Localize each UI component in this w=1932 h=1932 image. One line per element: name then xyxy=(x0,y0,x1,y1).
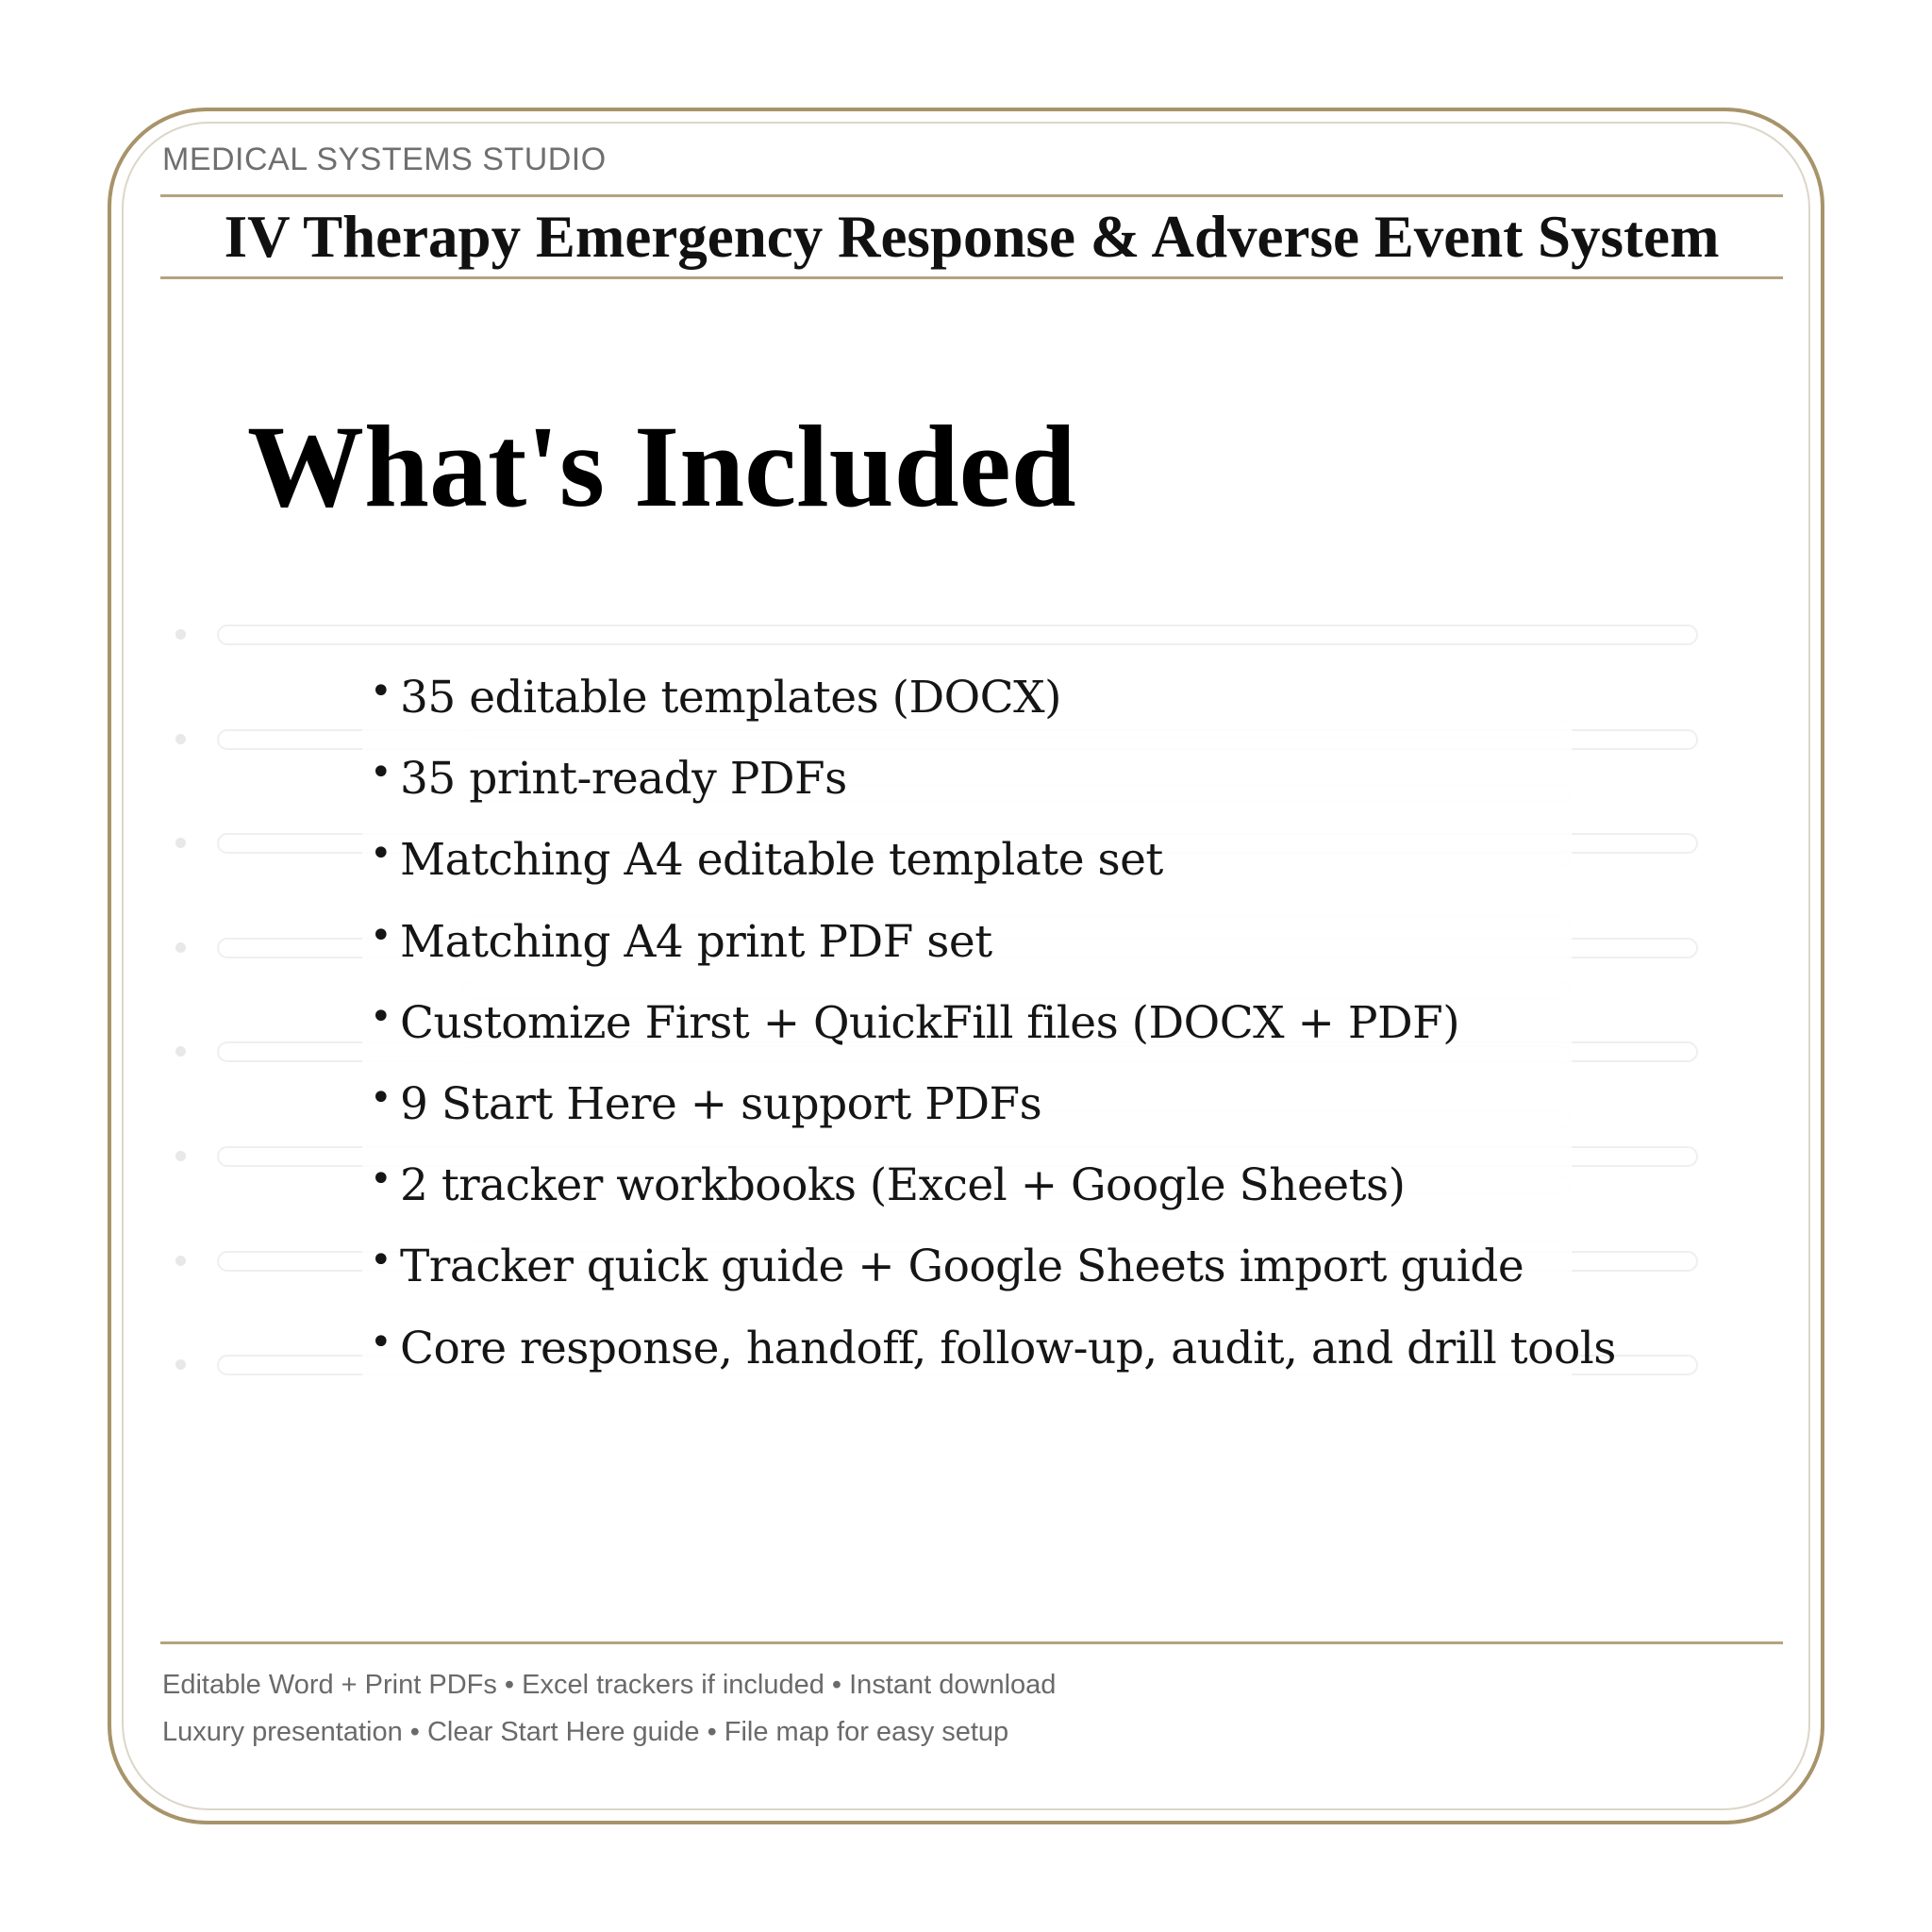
bullet-icon: • xyxy=(370,832,392,876)
ghost-dot xyxy=(175,942,186,953)
footer-rule xyxy=(160,1641,1783,1644)
list-item-label: Core response, handoff, follow-up, audit, and drill tools xyxy=(400,1322,1616,1374)
bullet-icon: • xyxy=(370,1158,392,1202)
ghost-dot xyxy=(175,1151,186,1161)
header-rule-top xyxy=(160,194,1783,197)
bullet-icon: • xyxy=(370,670,392,713)
product-title: IV Therapy Emergency Response & Adverse Event System xyxy=(224,204,1720,270)
list-item xyxy=(370,827,1616,908)
footer-line-2: Luxury presentation • Clear Start Here guide • File map for easy setup xyxy=(162,1717,1009,1747)
list-item-label: Matching A4 print PDF set xyxy=(400,915,992,968)
ghost-dot xyxy=(175,734,186,744)
list-item-label: Customize First + QuickFill files (DOCX + PDF) xyxy=(400,996,1460,1049)
brand-label: MEDICAL SYSTEMS STUDIO xyxy=(162,142,607,177)
bullet-icon: • xyxy=(370,751,392,795)
section-title: What's Included xyxy=(247,402,1076,531)
list-item xyxy=(370,1316,1616,1397)
ghost-dot xyxy=(175,1256,186,1266)
list-item xyxy=(370,1072,1616,1153)
list-item-label: Tracker quick guide + Google Sheets import guide xyxy=(400,1241,1524,1293)
bullet-icon: • xyxy=(370,913,392,958)
included-items-list xyxy=(370,665,1616,1397)
list-item xyxy=(370,665,1616,746)
list-item xyxy=(370,1153,1616,1234)
list-item xyxy=(370,1234,1616,1315)
list-item xyxy=(370,991,1616,1072)
ghost-dot xyxy=(175,629,186,640)
list-item-label: 35 print-ready PDFs xyxy=(400,753,847,806)
list-item-label: 35 editable templates (DOCX) xyxy=(400,672,1061,724)
list-item-label: 2 tracker workbooks (Excel + Google Sheets) xyxy=(400,1159,1406,1212)
bullet-icon: • xyxy=(370,994,392,1039)
list-item xyxy=(370,746,1616,827)
bullet-icon: • xyxy=(370,1320,392,1364)
footer-line-1: Editable Word + Print PDFs • Excel trackers if included • Instant download xyxy=(162,1670,1057,1700)
list-item xyxy=(370,909,1616,991)
bullet-icon: • xyxy=(370,1239,392,1283)
ghost-row xyxy=(217,625,1698,645)
list-item-label: 9 Start Here + support PDFs xyxy=(400,1077,1042,1130)
list-item-label: Matching A4 editable template set xyxy=(400,834,1163,887)
header-rule-bottom xyxy=(160,276,1783,279)
bullet-icon: • xyxy=(370,1075,392,1120)
